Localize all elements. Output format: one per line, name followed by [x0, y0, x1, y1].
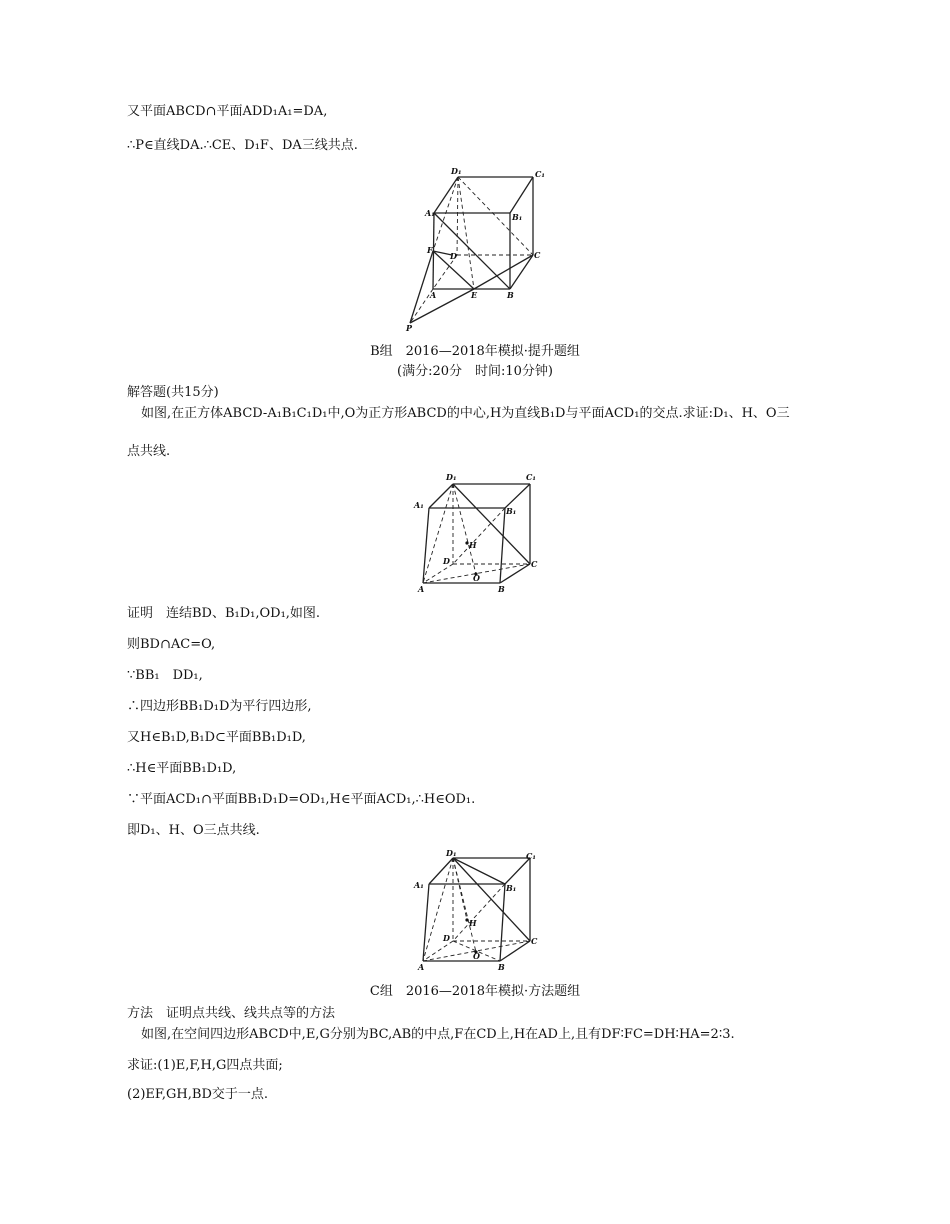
proof-line: 又H∈B₁D,B₁D⊂平面BB₁D₁D,	[127, 730, 306, 745]
label-b: B	[498, 962, 505, 972]
label-a: A	[418, 584, 425, 594]
label-a1: A₁	[425, 208, 435, 218]
figure-cube-2	[410, 470, 550, 595]
label-f: F	[427, 245, 433, 255]
label-b1: B₁	[506, 506, 517, 516]
label-p: P	[406, 323, 413, 333]
label-d1: D₁	[446, 848, 457, 858]
label-o: O	[473, 951, 480, 961]
label-a: A	[418, 962, 425, 972]
label-c: C	[534, 250, 541, 260]
label-d: D	[443, 933, 450, 943]
proof-line: 则BD∩AC=O,	[127, 637, 216, 652]
label-h: H	[469, 540, 477, 550]
section-subheading-b: (满分:20分 时间:10分钟)	[397, 364, 553, 379]
label-c1: C₁	[535, 169, 545, 179]
question-part-1: 求证:(1)E,F,H,G四点共面;	[127, 1058, 283, 1073]
question-text: 如图,在空间四边形ABCD中,E,G分别为BC,AB的中点,F在CD上,H在AD上,且有DF∶FC=DH∶HA=2∶3.	[141, 1027, 735, 1042]
question-part-2: (2)EF,GH,BD交于一点.	[127, 1087, 268, 1102]
label-d1: D₁	[446, 472, 457, 482]
question-text: 如图,在正方体ABCD-A₁B₁C₁D₁中,O为正方形ABCD的中心,H为直线B₁D与平面ACD₁的交点.求证:D₁、H、O三	[141, 406, 790, 421]
proof-line: ∴H∈平面BB₁D₁D,	[127, 761, 237, 776]
label-c: C	[531, 559, 538, 569]
proof-line: ∵BB₁ DD₁,	[127, 668, 203, 683]
label-o: O	[473, 573, 480, 583]
label-a: A	[430, 290, 437, 300]
text-line: 又平面ABCD∩平面ADD₁A₁=DA,	[127, 104, 328, 119]
label-a1: A₁	[414, 880, 424, 890]
label-c1: C₁	[526, 851, 536, 861]
label-d: D	[450, 251, 457, 261]
label-b: B	[507, 290, 514, 300]
label-d1: D₁	[451, 166, 462, 176]
proof-line: ∵平面ACD₁∩平面BB₁D₁D=OD₁,H∈平面ACD₁,∴H∈OD₁.	[127, 792, 476, 807]
question-text-cont: 点共线.	[127, 444, 171, 459]
label-c1: C₁	[526, 472, 536, 482]
label-d: D	[443, 556, 450, 566]
figure-cube-with-pyramid	[400, 165, 560, 335]
label-h: H	[469, 918, 477, 928]
label-b1: B₁	[512, 212, 523, 222]
answer-heading: 解答题(共15分)	[127, 385, 219, 400]
label-e: E	[471, 290, 478, 300]
proof-line: ∴四边形BB₁D₁D为平行四边形,	[127, 699, 312, 714]
proof-line: 即D₁、H、O三点共线.	[127, 823, 260, 838]
label-b1: B₁	[506, 883, 517, 893]
method-heading: 方法 证明点共线、线共点等的方法	[127, 1006, 336, 1021]
text-line: ∴P∈直线DA.∴CE、D₁F、DA三线共点.	[127, 138, 358, 153]
figure-cube-3	[410, 848, 550, 976]
label-a1: A₁	[414, 500, 424, 510]
proof-line: 证明 连结BD、B₁D₁,OD₁,如图.	[127, 606, 321, 621]
label-c: C	[531, 936, 538, 946]
section-heading-b: B组 2016—2018年模拟·提升题组	[370, 344, 580, 359]
label-b: B	[498, 584, 505, 594]
section-heading-c: C组 2016—2018年模拟·方法题组	[369, 984, 581, 999]
